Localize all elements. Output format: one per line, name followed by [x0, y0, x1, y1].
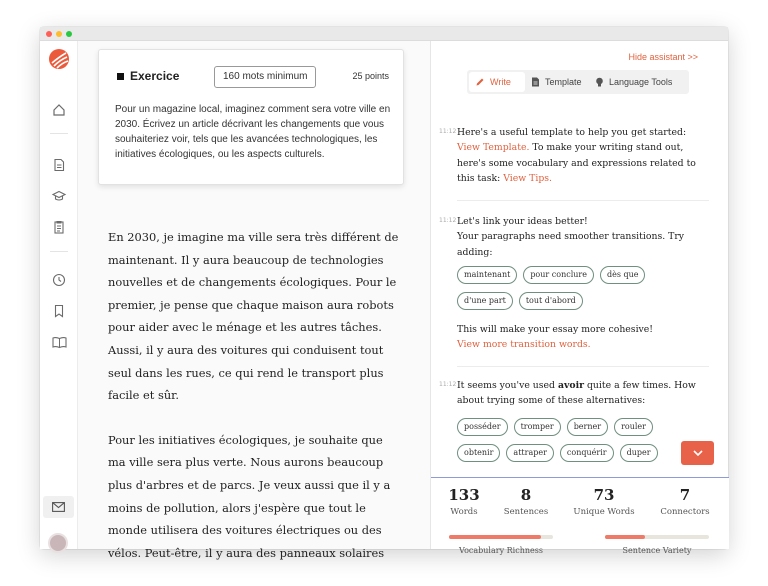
message-divider [457, 366, 709, 367]
message-divider [457, 200, 709, 201]
close-window-button[interactable] [46, 31, 52, 37]
brand-logo[interactable] [49, 49, 69, 69]
home-icon[interactable] [49, 100, 69, 120]
message-line: Your paragraphs need smoother transitions. Try adding: [457, 231, 685, 258]
meter-label: Sentence Variety [622, 546, 692, 555]
suggestion-chip[interactable]: dès que [600, 266, 646, 284]
tab-template[interactable] [525, 72, 589, 92]
stat-value: 8 [520, 486, 532, 504]
essay-text-editor[interactable] [108, 226, 400, 586]
meter-fill [449, 535, 541, 539]
document-icon [531, 77, 540, 87]
essay-paragraph[interactable]: Pour les initiatives écologiques, je souhaite que ma ville sera plus verte. Nous aurons beaucoup plus d'arbres et de parcs. Je veux aussi que il y a moins de pollution, alors j'espère que tout le monde utilisera des voitures électriques ou des vélos. Peut-être, il y aura des panneaux solaires [108, 432, 391, 560]
essay-paragraph[interactable]: En 2030, je imagine ma ville sera très différent de maintenant. Il y aura beaucoup de technologies nouvelles et de changements écologiques. Pour le premier, je pense que chaque maison aura robots pour aider avec le ménage et les autres tâches. Aussi, il y aura des voitures qui conduisent tout seul dans les rues, ce qui rend le transport plus facile et sûr. [108, 230, 399, 403]
suggestion-chip[interactable]: tromper [514, 418, 561, 436]
transition-chips [457, 266, 697, 310]
exercise-card [98, 49, 404, 185]
stat-value: 133 [448, 486, 480, 504]
stat-value: 7 [679, 486, 691, 504]
stat-connectors [657, 486, 713, 517]
vocabulary-richness-meter [449, 535, 553, 539]
suggestion-chip[interactable]: rouler [614, 418, 653, 436]
sidebar-divider [50, 251, 68, 252]
clipboard-icon[interactable] [49, 217, 69, 237]
meter-label: Vocabulary Richness [459, 546, 543, 555]
assistant-tabs [467, 70, 689, 94]
pencil-icon [475, 77, 485, 87]
chevron-down-icon [693, 444, 703, 462]
assistant-message [439, 378, 709, 462]
tab-write-label: Write [490, 77, 511, 87]
writing-stats [431, 477, 729, 555]
tab-language-tools[interactable] [589, 72, 678, 92]
points-label: 25 points [352, 71, 389, 81]
suggestion-chip[interactable]: maintenant [457, 266, 517, 284]
suggestion-chip[interactable]: d'une part [457, 292, 513, 310]
clock-icon[interactable] [49, 270, 69, 290]
assistant-message [439, 214, 709, 367]
message-line: Let's link your ideas better! [457, 216, 588, 227]
book-icon[interactable] [49, 332, 69, 352]
sentence-variety-meter [605, 535, 709, 539]
suggestion-chip[interactable]: obtenir [457, 444, 500, 462]
message-line: It seems you've used [457, 380, 558, 391]
suggestion-chip[interactable]: duper [620, 444, 658, 462]
hide-assistant-link[interactable]: Hide assistant >> [628, 52, 698, 62]
tab-template-label: Template [545, 77, 582, 87]
message-text [457, 378, 709, 409]
stat-label: Words [450, 507, 478, 517]
suggestion-chip[interactable]: posséder [457, 418, 508, 436]
suggestion-chip[interactable]: conquérir [560, 444, 614, 462]
exercise-prompt: Pour un magazine local, imaginez comment sera votre ville en 2030. Écrivez un article décrivant les changements que vous souhaiteriez voir, tels que les avancées technologiques, les initiatives écologiques, ou les aspects culturels. [115, 104, 391, 160]
user-avatar[interactable] [48, 533, 68, 553]
minimize-window-button[interactable] [56, 31, 62, 37]
exercise-title-label: Exercice [130, 69, 180, 83]
message-line: Here's a useful template to help you get started: [457, 127, 687, 138]
stat-value: 73 [593, 486, 615, 504]
tab-write[interactable] [469, 72, 525, 92]
scroll-down-button[interactable] [681, 441, 714, 465]
message-text [457, 125, 709, 186]
message-time: 11:12 [439, 128, 457, 135]
assistant-message [439, 125, 709, 201]
lightbulb-icon [595, 77, 604, 88]
sidebar-divider [50, 133, 68, 134]
message-time: 11:12 [439, 381, 457, 388]
message-line: quite a few times. How about trying some of these alternatives: [457, 380, 696, 407]
graduation-cap-icon[interactable] [49, 186, 69, 206]
view-template-link[interactable]: View Template. [457, 142, 530, 154]
document-icon[interactable] [49, 155, 69, 175]
tab-language-tools-label: Language Tools [609, 77, 673, 87]
message-line: This will make your essay more cohesive! [457, 323, 654, 335]
view-tips-link[interactable]: View Tips. [503, 172, 552, 184]
square-icon [117, 73, 124, 80]
meter-fill [605, 535, 645, 539]
suggestion-chip[interactable]: pour conclure [523, 266, 594, 284]
suggestion-chip[interactable]: berner [567, 418, 608, 436]
app-window [40, 27, 728, 560]
maximize-window-button[interactable] [66, 31, 72, 37]
bookmark-icon[interactable] [49, 301, 69, 321]
message-text [457, 214, 709, 260]
message-line: To make your writing stand out, here's some vocabulary and expressions related to this task: [457, 142, 696, 184]
mail-icon[interactable] [43, 496, 74, 518]
highlighted-word: avoir [557, 380, 585, 391]
view-transitions-link[interactable]: View more transition words. [457, 339, 591, 351]
min-words-badge: 160 mots minimum [214, 66, 316, 88]
stat-label: Unique Words [573, 507, 635, 517]
alternative-chips [457, 418, 697, 462]
stat-label: Connectors [660, 507, 710, 517]
editor-area [78, 41, 430, 560]
title-bar [40, 27, 728, 41]
message-text [457, 322, 709, 353]
assistant-panel [430, 41, 728, 555]
stat-sentences [501, 486, 551, 517]
sidebar [40, 41, 78, 549]
exercise-title [117, 69, 179, 83]
stat-label: Sentences [503, 507, 549, 517]
message-time: 11:12 [439, 217, 457, 224]
stat-words [445, 486, 483, 517]
stat-unique-words [571, 486, 637, 517]
suggestion-chip[interactable]: attraper [506, 444, 553, 462]
suggestion-chip[interactable]: tout d'abord [519, 292, 583, 310]
